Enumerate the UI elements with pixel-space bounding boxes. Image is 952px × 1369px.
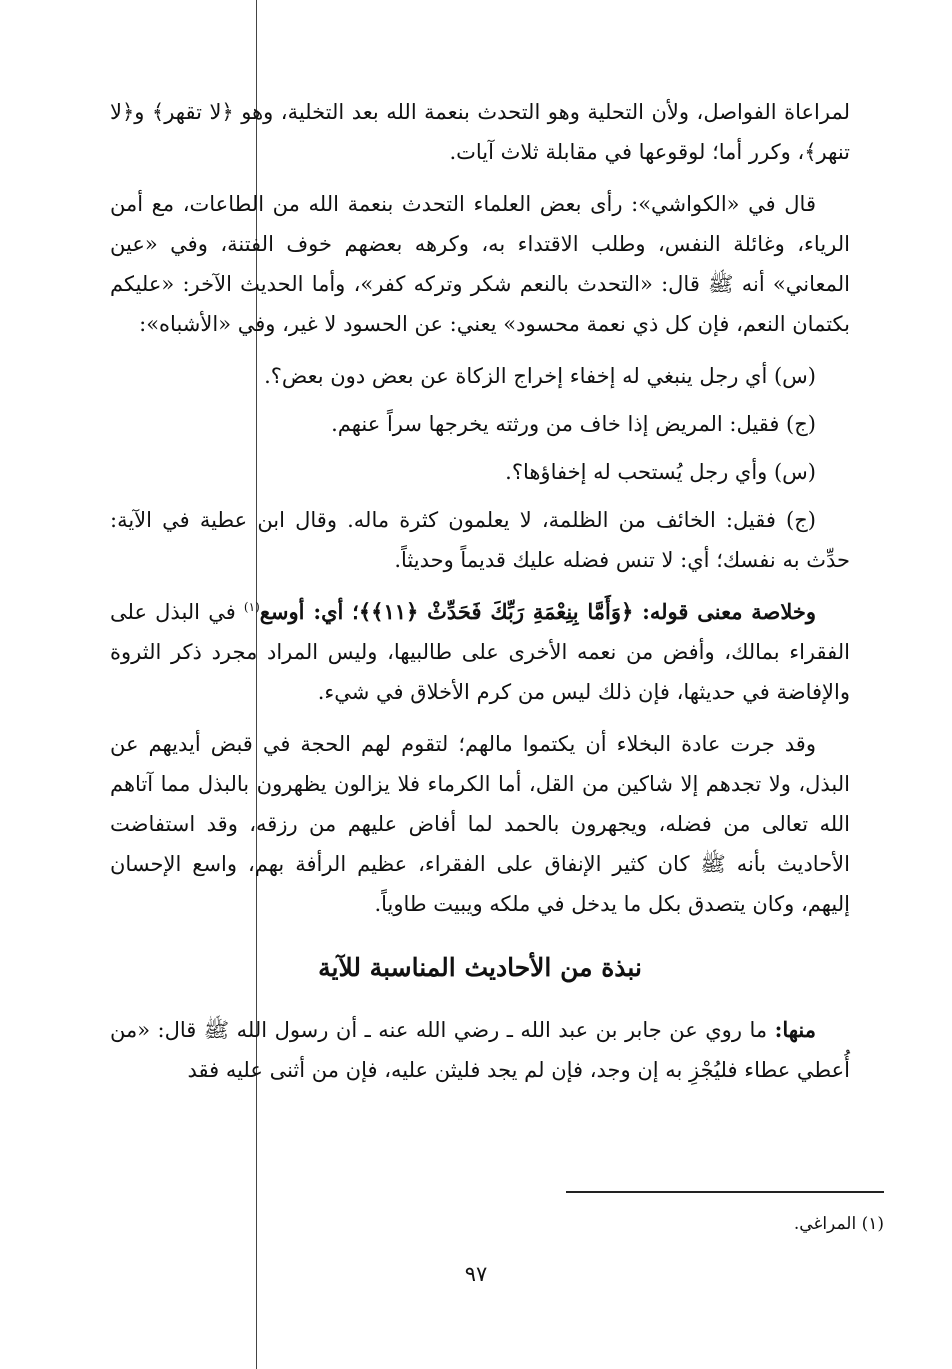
paragraph-1: لمراعاة الفواصل، ولأن التحلية وهو التحدث بنعمة الله بعد التخلية، وهو ﴿لا تقهر﴾ و﴿لا تنهر﴾، وكرر أما؛ لوقوعها في مقابلة ثلاث آيات. xyxy=(110,100,850,164)
question-2: (س) وأي رجل يُستحب له إخفاؤها؟. xyxy=(505,460,816,484)
paragraph-2: قال في «الكواشي»: رأى بعض العلماء التحدث بنعمة الله من الطاعات، مع أمن الرياء، وغائلة النفس، وطلب الاقتداء به، وكرهه بعضهم خوف الفتنة، وفي «عين المعاني» أنه ﷺ قال: «التحدث بالنعم شكر وتركه كفر»، وأما الحديث الآخر: «عليكم بكتمان النعم، فإن كل ذي نعمة محسود» يعني: عن الحسود لا غير، وفي «الأشباه»: xyxy=(110,192,850,336)
summary-lead: وخلاصة معنى قوله: ﴿وَأَمَّا بِنِعْمَةِ رَبِّكَ فَحَدِّثْ ﴿١١﴾﴾؛ أي: أوسع xyxy=(259,599,817,624)
hadith-text: ما روي عن جابر بن عبد الله ـ رضي الله عنه ـ أن رسول الله ﷺ قال: «من أُعطي عطاء فليُجْزِ به إن وجد، فإن لم يجد فليثن عليه، فإن من أثنى عليه فقد xyxy=(110,1018,850,1082)
summary-text: في البذل على الفقراء بمالك، وأفض من نعمه الأخرى على طالبيها، وليس المراد مجرد ذكر الثروة والإفاضة في حديثها، فإن ذلك ليس من كرم الأخلاق في شيء. xyxy=(110,600,850,704)
answer-1: (ج) فقيل: المريض إذا خاف من ورثته يخرجها سراً عنهم. xyxy=(331,412,816,436)
footnote-reference: (١) xyxy=(243,600,260,614)
misers-paragraph: وقد جرت عادة البخلاء أن يكتموا مالهم؛ لتقوم لهم الحجة في قبض أيديهم عن البذل، ولا تجدهم إلا شاكين من القل، أما الكرماء فلا يزالون يظهرون بالبذل مما آتاهم الله تعالى من فضله، ويجهرون بالحمد لما أفاض عليهم من رزقه، وقد استفاضت الأحاديث بأنه ﷺ كان كثير الإنفاق على الفقراء، عظيم الرأفة بهم، واسع الإحسان إليهم، وكان يتصدق بكل ما يدخل في ملكه ويبيت طاوياً. xyxy=(110,732,850,916)
summary-paragraph xyxy=(110,592,850,712)
hadith-paragraph xyxy=(110,1010,850,1090)
footnote-separator xyxy=(566,1191,884,1193)
hadith-lead: منها: xyxy=(774,1017,816,1042)
answer-2: (ج) فقيل: الخائف من الظلمة، لا يعلمون كثرة ماله. وقال ابن عطية في الآية: حدِّث به نفسك؛ أي: لا تنس فضله عليك قديماً وحديثاً. xyxy=(110,508,850,572)
question-1: (س) أي رجل ينبغي له إخفاء إخراج الزكاة عن بعض دون بعض؟. xyxy=(264,364,816,388)
main-text xyxy=(110,92,850,1102)
section-heading: نبذة من الأحاديث المناسبة للآية xyxy=(318,953,642,982)
footnote: (١) المراغي. xyxy=(793,1214,884,1234)
page-number: ٩٧ xyxy=(464,1262,488,1286)
